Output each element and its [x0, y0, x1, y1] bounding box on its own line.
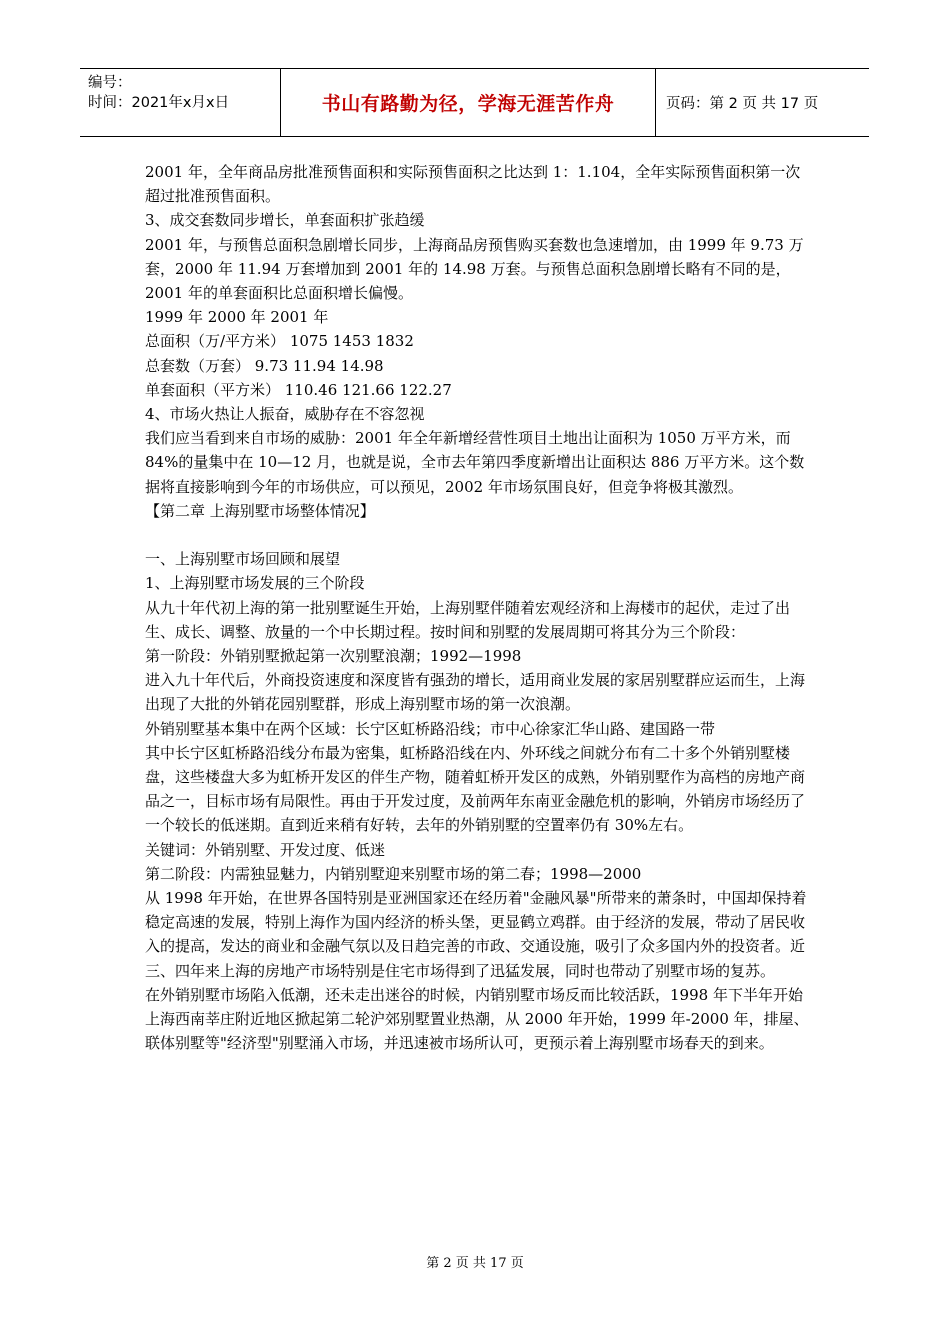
- header-page-info: 页码：第 2 页 共 17 页: [666, 96, 819, 112]
- section-heading: 3、成交套数同步增长，单套面积扩张趋缓: [145, 211, 425, 230]
- paragraph: 在外销别墅市场陷入低潮，还未走出迷谷的时候，内销别墅市场反而比较活跃，1998 年下半年开始上海西南莘庄附近地区掀起第二轮沪郊别墅置业热潮，从 2000 年开始，1999 年-2000 年，排屋、联体别墅等"经济型"别墅涌入市场，并迅速被市场所认可，更预示着上海别墅市场春天的到来。: [145, 985, 809, 1053]
- page-footer: 第 2 页 共 17 页: [426, 1256, 524, 1271]
- page-header: [80, 68, 869, 137]
- blank-line: [145, 523, 810, 547]
- table-header-row: 1999 年 2000 年 2001 年: [145, 308, 329, 327]
- paragraph: 我们应当看到来自市场的威胁：2001 年全年新增经营性项目土地出让面积为 1050 万平方米，而 84%的量集中在 10—12 月，也就是说，全市去年第四季度新增出让面积达 886 万平方米。这个数据将直接影响到今年的市场供应，可以预见，2002 年市场氛围良好，但竞争将极其激烈。: [145, 429, 805, 496]
- paragraph: 从九十年代初上海的第一批别墅诞生开始，上海别墅伴随着宏观经济和上海楼市的起伏，走过了出生、成长、调整、放量的一个中长期过程。按时间和别墅的发展周期可将其分为三个阶段：: [145, 598, 791, 641]
- header-meta: [80, 69, 280, 136]
- code-label: 编号：: [88, 75, 132, 91]
- paragraph: 进入九十年代后，外商投资速度和深度皆有强劲的增长，适用商业发展的家居别墅群应运而生，上海出现了大批的外销花园别墅群，形成上海别墅市场的第一次浪潮。: [145, 671, 806, 714]
- table-row: 总套数（万套） 9.73 11.94 14.98: [145, 356, 384, 375]
- section-heading: 1、上海别墅市场发展的三个阶段: [145, 574, 365, 593]
- header-motto: 书山有路勤为径，学海无涯苦作舟: [280, 69, 656, 136]
- section-heading: 4、市场火热让人振奋，威胁存在不容忽视: [145, 405, 425, 424]
- paragraph: 2001 年，与预售总面积急剧增长同步，上海商品房预售购买套数也急速增加，由 1999 年 9.73 万套，2000 年 11.94 万套增加到 2001 年的 14.98 万套。与预售总面积急剧增长略有不同的是，2001 年的单套面积比总面积增长偏慢。: [145, 235, 804, 303]
- table-row: 总面积（万/平方米） 1075 1453 1832: [145, 332, 414, 351]
- keywords-line: 关键词：外销别墅、开发过度、低迷: [145, 840, 386, 859]
- section-heading: 一、上海别墅市场回顾和展望: [145, 550, 341, 569]
- table-row: 单套面积（平方米） 110.46 121.66 122.27: [145, 380, 452, 399]
- paragraph: 外销别墅基本集中在两个区域：长宁区虹桥路沿线；市中心徐家汇华山路、建国路一带: [145, 719, 716, 738]
- document-body: [145, 160, 810, 1056]
- stage-heading: 第一阶段：外销别墅掀起第一次别墅浪潮；1992—1998: [145, 647, 522, 666]
- paragraph: 从 1998 年开始，在世界各国特别是亚洲国家还在经历着"金融风暴"所带来的萧条时，中国却保持着稳定高速的发展，特别上海作为国内经济的桥头堡，更显鹤立鸡群。由于经济的发展，带动了居民收入的提高，发达的商业和金融气氛以及日趋完善的市政、交通设施，吸引了众多国内外的投资者。近三、四年来上海的房地产市场特别是住宅市场得到了迅猛发展，同时也带动了别墅市场的复苏。: [145, 889, 807, 980]
- paragraph: 2001 年，全年商品房批准预售面积和实际预售面积之比达到 1：1.104，全年实际预售面积第一次超过批准预售面积。: [145, 163, 801, 206]
- time-label: 时间：2021年x月x日: [88, 95, 230, 111]
- stage-heading: 第二阶段：内需独显魅力，内销别墅迎来别墅市场的第二春；1998—2000: [145, 864, 642, 883]
- chapter-heading: 【第二章 上海别墅市场整体情况】: [145, 501, 375, 520]
- paragraph: 其中长宁区虹桥路沿线分布最为密集，虹桥路沿线在内、外环线之间就分布有二十多个外销别墅楼盘，这些楼盘大多为虹桥开发区的伴生产物，随着虹桥开发区的成熟，外销别墅作为高档的房地产商品之一，目标市场有局限性。再由于开发过度，及前两年东南亚金融危机的影响，外销房市场经历了一个较长的低迷期。直到近来稍有好转，去年的外销别墅的空置率仍有 30%左右。: [145, 743, 806, 835]
